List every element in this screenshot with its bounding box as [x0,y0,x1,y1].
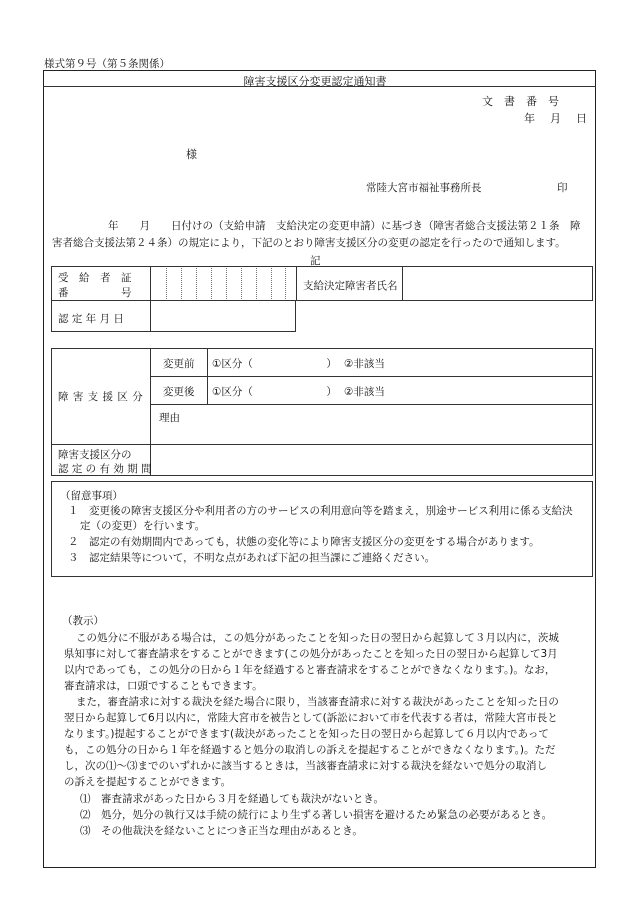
before-label: 変更前 [163,358,195,370]
notes-item-2: ２ 認定の有効期間内であっても，状態の変化等により障害支援区分の変更をする場合があります。 [68,536,540,548]
appeal-line: も，この処分の日から１年を経過すると処分の取消しの訴えを提起することができなくなります。)。ただ [64,744,556,756]
form-label: 様式第９号（第５条関係） [44,58,170,70]
appeal-line: 翌日から起算して6月以内に，常陸大宮市を被告として(訴訟において市を代表する者は，常陸大宮市長と [64,712,558,724]
before-class-option[interactable]: ①区分（ ） [212,358,337,370]
notes-item-3: ３ 認定結果等について，不明な点があれば下記の担当課にご連絡ください。 [68,552,436,564]
doc-number-label: 文 書 番 号 [482,95,559,108]
decision-name-field[interactable] [403,267,592,300]
appeal-line: 以内であっても，この処分の日から１年を経過すると審査請求をすることができなくなります。)。なお， [64,664,556,676]
recipient-suffix: 様 [186,148,197,161]
notes-item-1-line-1: １ 変更後の障害支援区分や利用者の方のサービスの利用意向等を踏まえ，別途サービス利用に係る支給決 [68,505,573,517]
validity-period-field[interactable] [151,445,592,475]
cert-date-field[interactable] [151,301,295,331]
appeal-condition-2: ⑵ 処分，処分の執行又は手続の続行により生ずる著しい損害を避けるため緊急の必要があるとき。 [80,809,553,821]
appeal-line: なります。)提起することができます(裁決があったことを知った日の翌日から起算して６月以内であって [64,728,549,740]
notes-heading: （留意事項） [60,490,123,502]
appeal-line: の訴えを提起することができます。 [64,776,232,788]
appeal-line: 県知事に対して審査請求をすることができます(この処分があったことを知った日の翌日から起算して3月 [64,648,558,660]
after-class-option[interactable]: ①区分（ ） [212,386,337,398]
after-label: 変更後 [163,386,195,398]
decision-name-label: 支給決定障害者氏名 [303,280,398,292]
body-text-line-1: 年 月 日付けの（支給申請 支給決定の変更申請）に基づき（障害者総合支援法第２１条 障 [108,220,581,232]
notes-item-1-line-2: 定（の変更）を行います。 [80,520,206,532]
recipient-number-label-1: 受 給 者 証 [58,272,132,284]
ki-heading: 記 [310,255,321,267]
body-text-line-2: 害者総合支援法第２４条）の規定により，下記のとおり障害支援区分の変更の認定を行ったので通知します。 [52,237,566,249]
reason-field[interactable] [151,405,592,443]
appeal-line: 審査請求は，口頭ですることもできます。 [64,680,263,692]
support-class-label: 障 害 支 援 区 分 [58,391,144,403]
after-exempt-option[interactable]: ②非該当 [344,386,385,398]
document-title: 障害支援区分変更認定通知書 [243,75,387,88]
appeal-line: し，次の⑴～⑶までのいずれかに該当するときは，当該審査請求に対する裁決を経ないで処分の取消し [64,760,547,772]
reason-label: 理由 [159,412,180,424]
appeal-condition-3: ⑶ その他裁決を経ないことにつき正当な理由があるとき。 [80,825,363,837]
validity-label-1: 障害支援区分の [58,449,132,461]
cert-date-label: 認 定 年 月 日 [58,313,124,325]
validity-label-2: 認 定 の 有 効 期 間 [58,463,152,475]
appeal-line: また，審査請求に対する裁決を経た場合に限り，当該審査請求に対する裁決があったことを知った日の [76,696,559,708]
recipient-number-cells[interactable] [151,267,295,300]
appeal-heading: （教示） [62,615,104,627]
date-label: 年 月 日 [524,112,589,125]
before-exempt-option[interactable]: ②非該当 [344,358,385,370]
appeal-condition-1: ⑴ 審査請求があった日から３月を経過しても裁決がないとき。 [80,793,384,805]
appeal-line: この処分に不服がある場合は，この処分があったことを知った日の翌日から起算して３月以内に，茨城 [76,632,559,644]
recipient-number-label-2: 番 号 [58,287,132,299]
seal-mark: 印 [557,182,568,194]
issuer-name: 常陸大宮市福祉事務所長 [366,182,482,194]
